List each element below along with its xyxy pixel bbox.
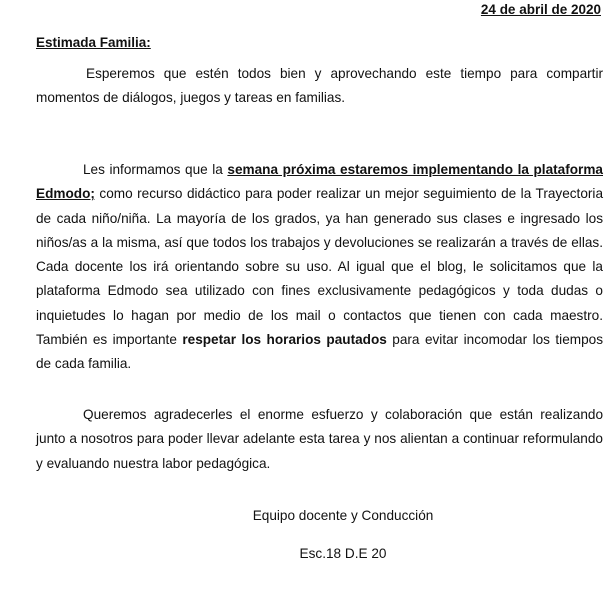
- paragraph-greeting-wishes: [36, 62, 603, 111]
- paragraph-2-intro: Les informamos que la: [83, 162, 228, 177]
- letter-date: 24 de abril de 2020: [480, 2, 601, 17]
- signature-team: Equipo docente y Conducción: [252, 508, 434, 523]
- edmodo-highlight: semana próxima estaremos implementando la plataforma Edmodo;: [36, 162, 603, 202]
- paragraph-2-end: para evitar incomodar los tiempos de cada familia.: [36, 332, 604, 372]
- letter-greeting: Estimada Familia:: [36, 35, 151, 50]
- paragraph-2-middle: como recurso didáctico para poder realizar un mejor seguimiento de la Trayectoria de cada niño/niña. La mayoría de los grados, ya han generado sus clases e ingresado los niños/as a la misma, así que todos los trabajos y devoluciones se realizarán a través de ellas. Cada docente los irá orientando sobre su uso. Al igual que el blog, le solicitamos que la plataforma Edmodo sea utilizado con fines exclusivamente pedagógicos y toda dudas o inquietudes lo hagan por medio de los mail o contactos que tienen con cada maestro. También es importante: [36, 186, 603, 348]
- schedule-emphasis: respetar los horarios pautados: [182, 332, 387, 348]
- signature-school: Esc.18 D.E 20: [299, 546, 387, 561]
- paragraph-1-text: Esperemos que estén todos bien y aprovechando este tiempo para compartir momentos de diálogos, juegos y tareas en familias.: [36, 66, 603, 106]
- paragraph-thanks: [36, 403, 603, 476]
- paragraph-edmodo-announcement: [36, 158, 603, 377]
- paragraph-3-text: Queremos agradecerles el enorme esfuerzo y colaboración que están realizando junto a nosotros para poder llevar adelante esta tarea y nos alientan a continuar reformulando y evaluando nuestra labor pedagógica.: [36, 407, 603, 471]
